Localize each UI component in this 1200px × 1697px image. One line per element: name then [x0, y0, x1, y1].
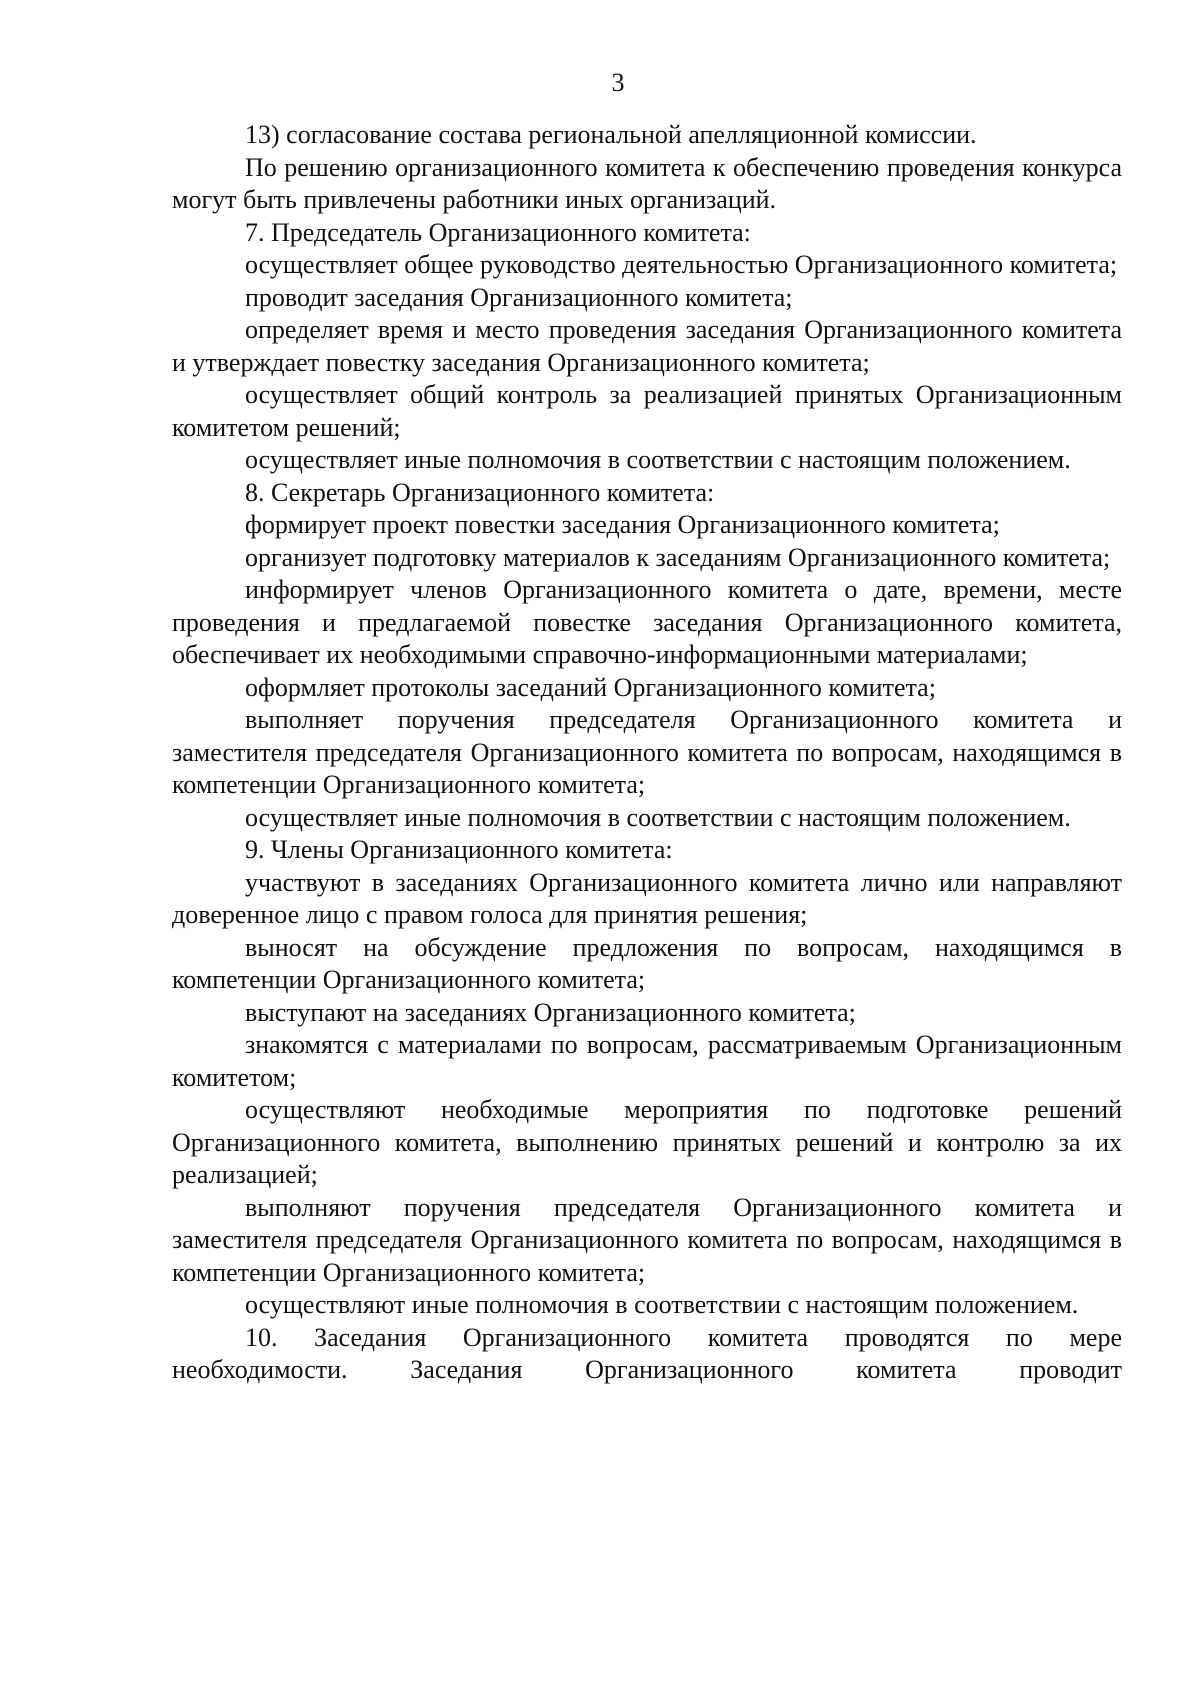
section-heading: 8. Секретарь Организационного комитета:: [245, 477, 715, 507]
paragraph: осуществляют необходимые мероприятия по подготовке решений Организационного комитета, выполнению принятых решений и контролю за их реализацией;: [172, 1095, 1122, 1189]
paragraph: определяет время и место проведения заседания Организационного комитета и утверждает повестку заседания Организационного комитета;: [172, 315, 1122, 377]
paragraph: проводит заседания Организационного комитета;: [245, 282, 793, 312]
page-number: 3: [611, 68, 625, 97]
paragraph: выносят на обсуждение предложения по вопросам, находящимся в компетенции Организационного комитета;: [172, 932, 1122, 994]
paragraph: выполняет поручения председателя Организационного комитета и заместителя председателя Организационного комитета по вопросам, находящимся в компетенции Организационного комитета;: [172, 705, 1122, 799]
paragraph: оформляет протоколы заседаний Организационного комитета;: [245, 672, 936, 702]
paragraph: организует подготовку материалов к заседаниям Организационного комитета;: [245, 542, 1111, 572]
paragraph: осуществляет иные полномочия в соответствии с настоящим положением.: [245, 802, 1071, 832]
paragraph: осуществляет общий контроль за реализацией принятых Организационным комитетом решений;: [172, 380, 1122, 442]
paragraph: По решению организационного комитета к обеспечению проведения конкурса могут быть привлечены работники иных организаций.: [172, 152, 1122, 214]
paragraph: информирует членов Организационного комитета о дате, времени, месте проведения и предлагаемой повестке заседания Организационного комитета, обеспечивает их необходимыми справочно-информационными материалами;: [172, 575, 1122, 669]
section-heading: 7. Председатель Организационного комитета:: [245, 217, 751, 247]
paragraph: осуществляют иные полномочия в соответствии с настоящим положением.: [245, 1290, 1079, 1319]
paragraph: выполняют поручения председателя Организационного комитета и заместителя председателя Организационного комитета по вопросам, находящимся в компетенции Организационного комитета;: [172, 1192, 1122, 1287]
section-heading: 9. Члены Организационного комитета:: [245, 835, 673, 864]
paragraph: 13) согласование состава региональной апелляционной комиссии.: [245, 120, 977, 149]
paragraph: участвуют в заседаниях Организационного комитета лично или направляют доверенное лицо с правом голоса для принятия решения;: [172, 867, 1122, 929]
paragraph: формирует проект повестки заседания Организационного комитета;: [245, 510, 1000, 539]
paragraph: выступают на заседаниях Организационного комитета;: [245, 997, 856, 1027]
paragraph: знакомятся с материалами по вопросам, рассматриваемым Организационным комитетом;: [172, 1030, 1122, 1092]
paragraph: осуществляет иные полномочия в соответствии с настоящим положением.: [245, 445, 1071, 474]
paragraph: 10. Заседания Организационного комитета проводятся по мере необходимости. Заседания Организационного комитета проводит: [172, 1322, 1122, 1384]
paragraph: осуществляет общее руководство деятельностью Организационного комитета;: [245, 250, 1118, 279]
document-body: [172, 119, 1122, 1387]
